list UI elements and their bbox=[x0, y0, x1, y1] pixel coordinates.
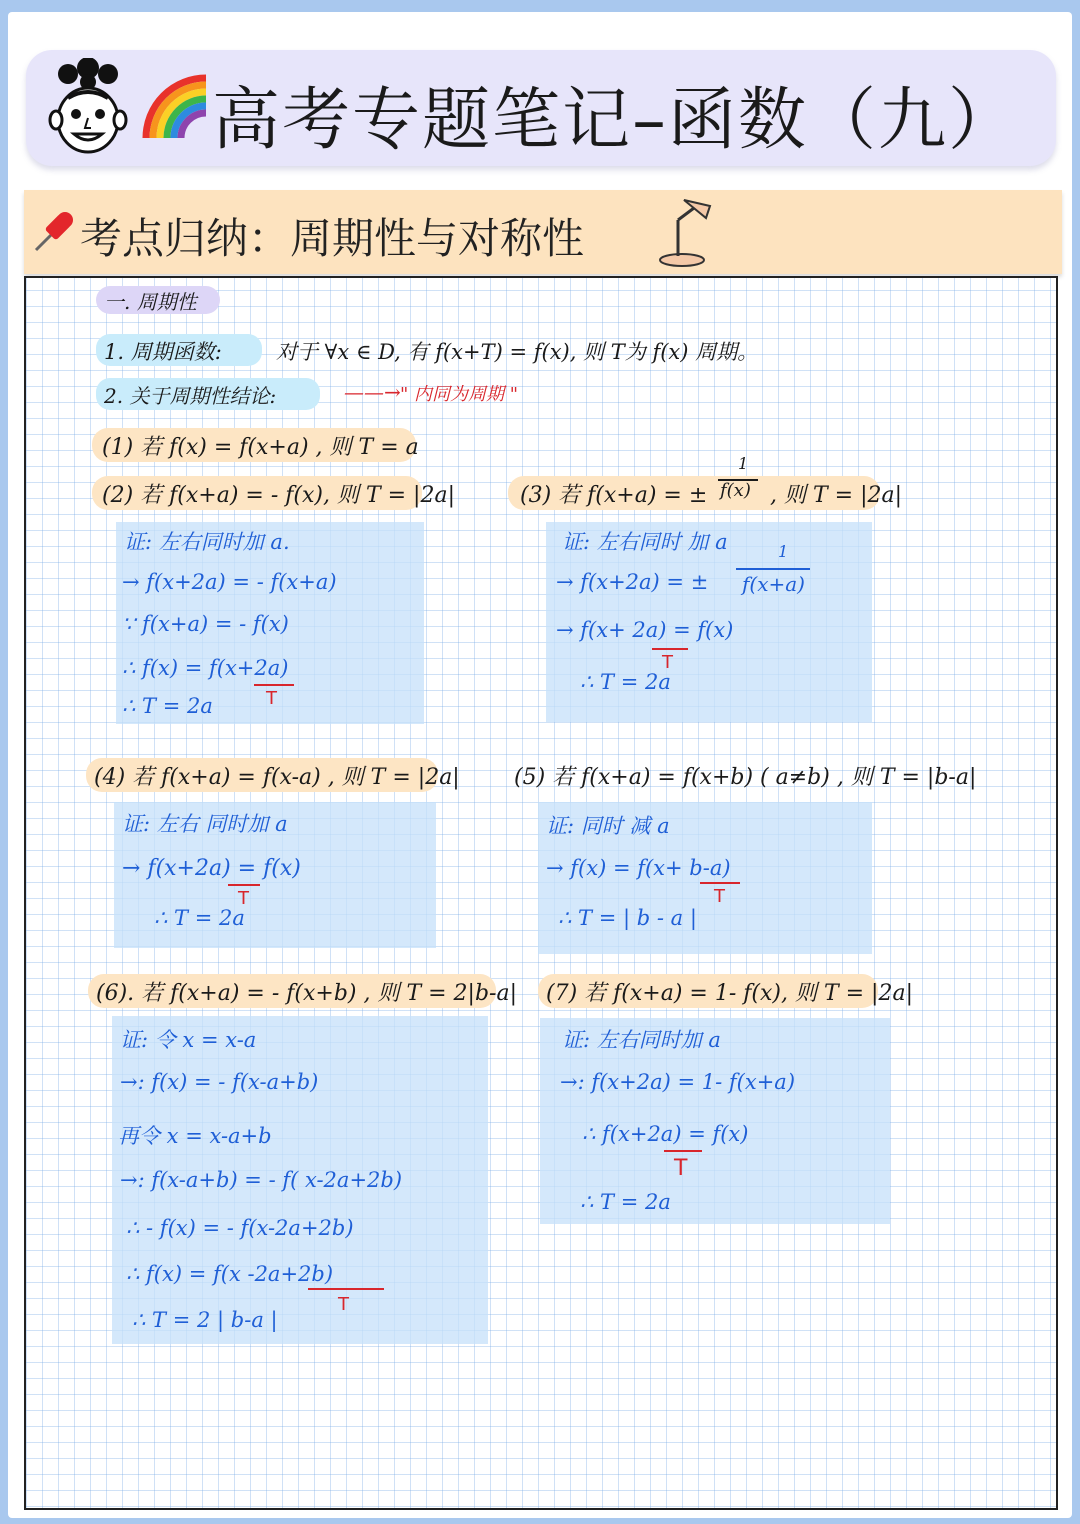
proof3-line: → f(x+2a) = ± bbox=[556, 570, 709, 594]
rule6-text: (6). 若 f(x+a) = - f(x+b) , 则 T = 2|b-a| bbox=[96, 981, 518, 1006]
proof4-line: ∴ T = 2a bbox=[154, 906, 245, 930]
proof6-t-mark: T bbox=[338, 1294, 349, 1315]
item2-label: 2. 关于周期性结论: bbox=[104, 384, 277, 408]
proof5-t-mark: T bbox=[714, 886, 725, 907]
proof4-underline bbox=[228, 884, 260, 886]
rule1-text: (1) 若 f(x) = f(x+a) , 则 T = a bbox=[102, 435, 419, 460]
proof7-line: →: f(x+2a) = 1- f(x+a) bbox=[560, 1070, 796, 1094]
proof3-line: → f(x+ 2a) = f(x) bbox=[556, 618, 734, 642]
proof2-line: ∴ f(x) = f(x+2a) bbox=[122, 656, 289, 680]
proof4-line: → f(x+2a) = f(x) bbox=[122, 856, 301, 881]
proof6-line: →: f(x-a+b) = - f( x-2a+2b) bbox=[120, 1168, 403, 1192]
proof2-t-mark: T bbox=[266, 688, 277, 709]
proof5-line: ∴ T = | b - a | bbox=[558, 906, 697, 930]
proof7-underline bbox=[664, 1150, 702, 1152]
section-heading: 一. 周期性 bbox=[104, 290, 197, 314]
item1-text: 对于 ∀x ∈ D, 有 f(x+T) = f(x), 则 T为 f(x) 周期。 bbox=[276, 340, 759, 364]
proof7-line: 证: 左右同时加 a bbox=[562, 1028, 721, 1052]
page-title: 高考专题笔记–函数（九） bbox=[212, 81, 1019, 160]
proof6-line: ∴ - f(x) = - f(x-2a+2b) bbox=[126, 1216, 354, 1240]
proof4-line: 证: 左右 同时加 a bbox=[122, 812, 288, 836]
proof2-line: ∵ f(x+a) = - f(x) bbox=[122, 612, 289, 636]
proof6-line: →: f(x) = - f(x-a+b) bbox=[120, 1070, 319, 1094]
proof3-numerator: 1 bbox=[778, 542, 789, 561]
proof3-underline bbox=[652, 648, 688, 650]
rainbow-icon bbox=[140, 72, 210, 142]
proof4-t-mark: T bbox=[238, 888, 249, 909]
rule3-text-b: , 则 T = |2a| bbox=[770, 483, 903, 508]
proof6-line: ∴ f(x) = f(x -2a+2b) bbox=[126, 1262, 334, 1286]
item2-arrow: ——→ bbox=[344, 380, 401, 404]
desk-lamp-icon bbox=[654, 196, 714, 268]
proof3-line: 证: 左右同时 加 a bbox=[562, 530, 728, 554]
proof7-line: ∴ T = 2a bbox=[580, 1190, 671, 1214]
proof5-line: 证: 同时 减 a bbox=[546, 814, 670, 838]
proof2-line: ∴ T = 2a bbox=[122, 694, 213, 718]
proof3-line: ∴ T = 2a bbox=[580, 670, 671, 694]
proof6-underline bbox=[308, 1288, 384, 1290]
proof6-line: ∴ T = 2 | b-a | bbox=[132, 1308, 278, 1332]
proof5-line: → f(x) = f(x+ b-a) bbox=[546, 856, 731, 880]
section-title: 考点归纳：周期性与对称性 bbox=[80, 214, 585, 263]
proof3-denominator: f(x+a) bbox=[742, 572, 805, 596]
item2-hint: " 内同为周期 " bbox=[400, 384, 519, 405]
rule3-denominator: f(x) bbox=[720, 480, 751, 501]
proof6-line: 证: 令 x = x-a bbox=[120, 1028, 257, 1052]
proof3-fraction-bar bbox=[736, 568, 810, 570]
proof2-line: → f(x+2a) = - f(x+a) bbox=[122, 570, 337, 594]
rule3-text-a: (3) 若 f(x+a) = ± bbox=[520, 483, 708, 508]
rule7-text: (7) 若 f(x+a) = 1- f(x), 则 T = |2a| bbox=[546, 981, 913, 1006]
proof6-line: 再令 x = x-a+b bbox=[118, 1124, 272, 1148]
proof7-line: ∴ f(x+2a) = f(x) bbox=[582, 1122, 749, 1146]
proof5-underline bbox=[700, 882, 740, 884]
proof2-line: 证: 左右同时加 a. bbox=[124, 530, 290, 554]
rule4-text: (4) 若 f(x+a) = f(x-a) , 则 T = |2a| bbox=[94, 765, 460, 790]
proof3-t-mark: T bbox=[662, 652, 673, 673]
cartoon-face-icon bbox=[48, 58, 132, 158]
rule5-text: (5) 若 f(x+a) = f(x+b) ( a≠b) , 则 T = |b-a| bbox=[514, 765, 977, 790]
proof7-t-mark: T bbox=[674, 1156, 688, 1181]
rule3-numerator: 1 bbox=[738, 454, 749, 473]
pushpin-icon bbox=[32, 208, 78, 254]
rule2-text: (2) 若 f(x+a) = - f(x), 则 T = |2a| bbox=[102, 483, 455, 508]
proof2-underline bbox=[254, 684, 294, 686]
item1-label: 1. 周期函数: bbox=[104, 340, 222, 364]
